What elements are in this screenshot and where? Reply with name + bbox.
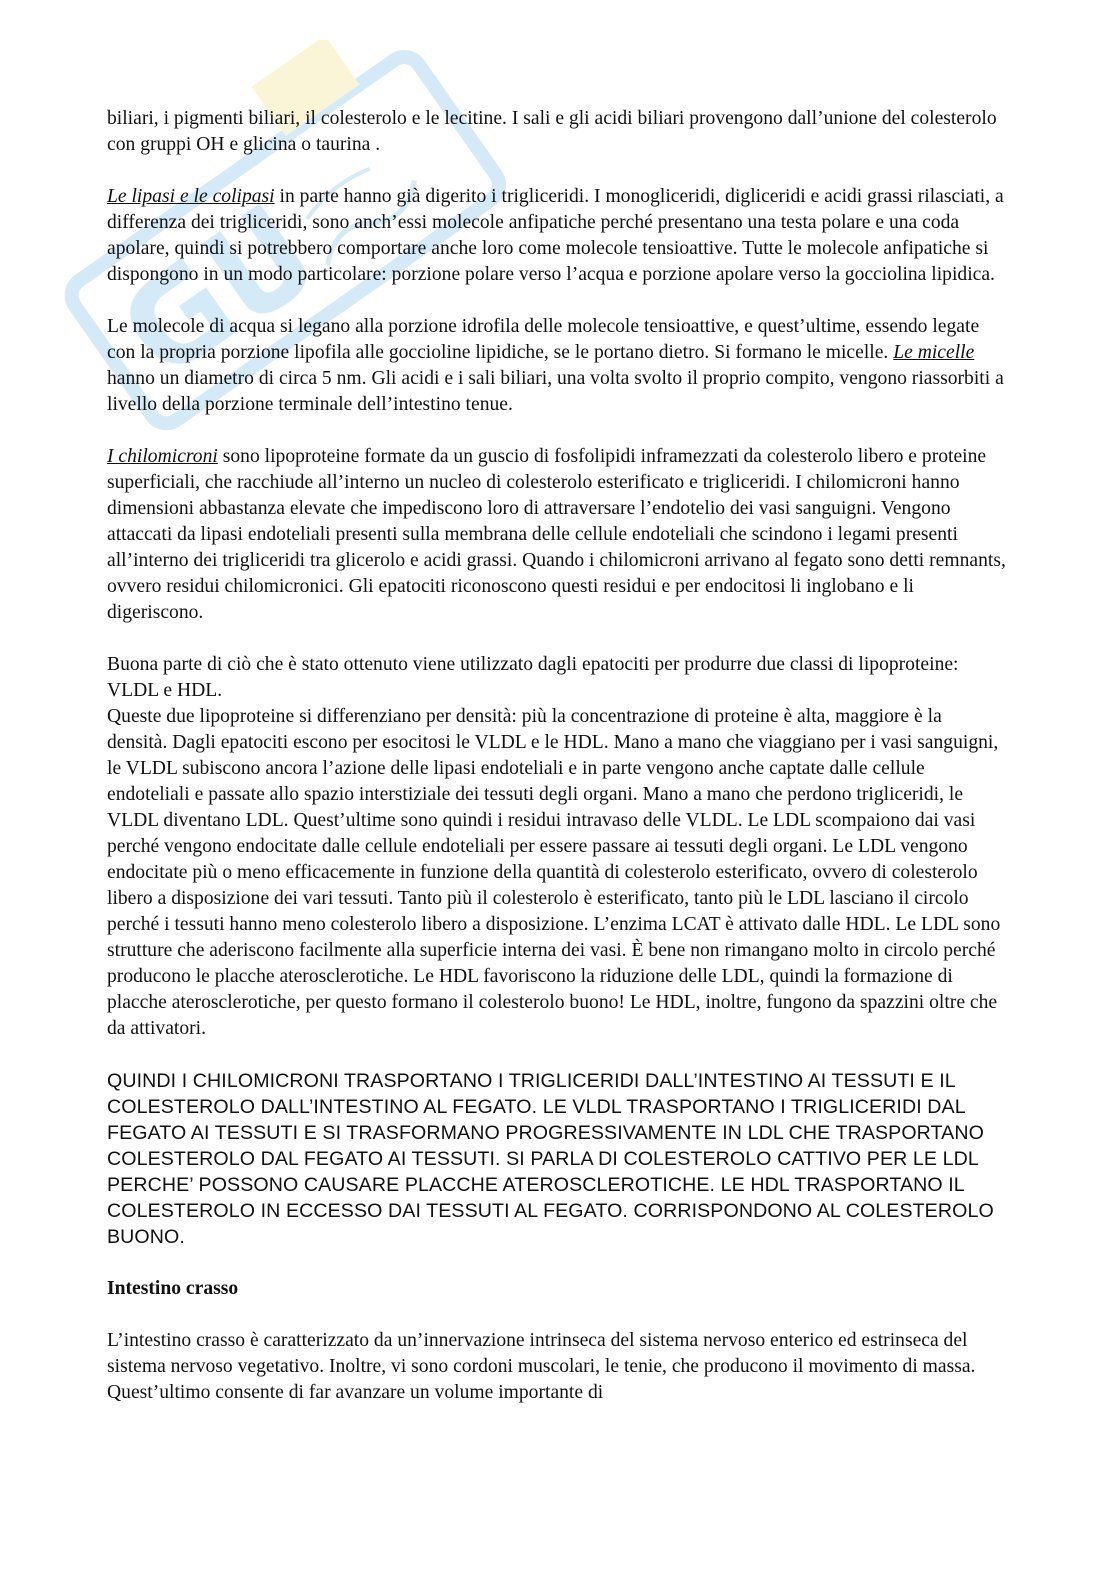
- paragraph-text: Le molecole di acqua si legano alla porzione idrofila delle molecole tensioattive, e quest’ultime, essendo legate con la propria porzione lipofila alle goccioline lipidiche, se le portano dietro. Si formano le micelle.: [107, 316, 980, 363]
- paragraph-large-intestine: [107, 1328, 1007, 1406]
- paragraph-lipases: [107, 184, 1007, 288]
- paragraph-text: Queste due lipoproteine si differenziano per densità: più la concentrazione di proteine è alta, maggiore è la densità. Dagli epatociti escono per esocitosi le VLDL e le HDL. Mano a mano che viaggiano per i vasi sanguigni, le VLDL subiscono ancora l’azione delle lipasi endoteliali e in parte vengono anche captate dalle cellule endoteliali e passate allo spazio interstiziale dei tessuti degli organi. Mano a mano che perdono trigliceridi, le VLDL diventano LDL. Quest’ultime sono quindi i residui intravaso delle VLDL. Le LDL scompaiono dai vasi perché vengono endocitate dalle cellule endoteliali per essere passare ai tessuti degli organi. Le LDL vengono endocitate più o meno efficacemente in funzione della quantità di colesterolo esterificato, ovvero di colesterolo libero a disposizione dei vari tessuti. Tanto più il colesterolo è esterificato, tanto più le LDL lasciano il circolo perché i tessuti hanno meno colesterolo libero a disposizione. L’enzima LCAT è attivato dalle HDL. Le LDL sono strutture che aderiscono facilmente alla superficie interna dei vasi. È bene non rimangano molto in circolo perché producono le placche aterosclerotiche. Le HDL favoriscono la riduzione delle LDL, quindi la formazione di placche aterosclerotiche, per questo formano il colesterolo buono! Le HDL, inoltre, fungono da spazzini oltre che da attivatori.: [107, 706, 1001, 1039]
- paragraph-micelles: [107, 314, 1007, 418]
- paragraph-text: biliari, i pigmenti biliari, il colesterolo e le lecitine. I sali e gli acidi biliari provengono dall’unione del colesterolo con gruppi OH e glicina o taurina .: [107, 108, 997, 155]
- paragraph-lipoproteins-density: [107, 704, 1007, 1042]
- paragraph-text: sono lipoproteine formate da un guscio di fosfolipidi inframezzati da colesterolo libero e proteine superficiali, che racchiude all’interno un nucleo di colesterolo esterificato e trigliceridi. I chilomicroni hanno dimensioni abbastanza elevate che impediscono loro di attraversare l’endotelio dei vasi sanguigni. Vengono attaccati da lipasi endoteliali presenti sulla membrana delle cellule endoteliali che scindono i legami presenti all’interno dei trigliceridi tra glicerolo e acidi grassi. Quando i chilomicroni arrivano al fegato sono detti remnants, ovvero residui chilomicronici. Gli epatociti riconoscono questi residui e per endocitosi li inglobano e li digeriscono.: [107, 446, 1006, 623]
- document-body: [107, 106, 1007, 1406]
- paragraph-chylomicrons: [107, 444, 1007, 626]
- paragraph-text: QUINDI I CHILOMICRONI TRASPORTANO I TRIGLICERIDI DALL’INTESTINO AI TESSUTI E IL COLESTEROLO DALL’INTESTINO AL FEGATO. LE VLDL TRASPORTANO I TRIGLICERIDI DAL FEGATO AI TESSUTI E SI TRASFORMANO PROGRESSIVAMENTE IN LDL CHE TRASPORTANO COLESTEROLO DAL FEGATO AI TESSUTI. SI PARLA DI COLESTEROLO CATTIVO PER LE LDL PERCHE’ POSSONO CAUSARE PLACCHE ATEROSCLEROTICHE. LE HDL TRASPORTANO IL COLESTEROLO IN ECCESSO DAI TESSUTI AL FEGATO. CORRISPONDONO AL COLESTEROLO BUONO.: [107, 1070, 994, 1248]
- paragraph-summary-caps: [107, 1068, 1007, 1250]
- paragraph-text: hanno un diametro di circa 5 nm. Gli acidi e i sali biliari, una volta svolto il proprio compito, vengono riassorbiti a livello della porzione terminale dell’intestino tenue.: [107, 368, 1004, 415]
- paragraph-text: in parte hanno già digerito i trigliceridi. I monogliceridi, digliceridi e acidi grassi rilasciati, a differenza dei trigliceridi, sono anch’essi molecole anfipatiche perché presentano una testa polare e una coda apolare, quindi si potrebbero comportare anche loro come molecole tensioattive. Tutte le molecole anfipatiche si dispongono in un modo particolare: porzione polare verso l’acqua e porzione apolare verso la gocciolina lipidica.: [107, 186, 1004, 285]
- term-micelles: Le micelle: [893, 342, 975, 363]
- term-lipases: Le lipasi e le colipasi: [107, 186, 275, 207]
- paragraph-lipoproteins-intro: [107, 652, 1007, 704]
- term-chylomicrons: I chilomicroni: [107, 446, 218, 467]
- paragraph-text: Buona parte di ciò che è stato ottenuto viene utilizzato dagli epatociti per produrre due classi di lipoproteine: VLDL e HDL.: [107, 654, 959, 701]
- section-heading: Intestino crasso: [107, 1278, 239, 1299]
- paragraph-text: L’intestino crasso è caratterizzato da un’innervazione intrinseca del sistema nervoso enterico ed estrinseca del sistema nervoso vegetativo. Inoltre, vi sono cordoni muscolari, le tenie, che producono il movimento di massa. Quest’ultimo consente di far avanzare un volume importante di: [107, 1330, 976, 1403]
- paragraph-bile-components: [107, 106, 1007, 158]
